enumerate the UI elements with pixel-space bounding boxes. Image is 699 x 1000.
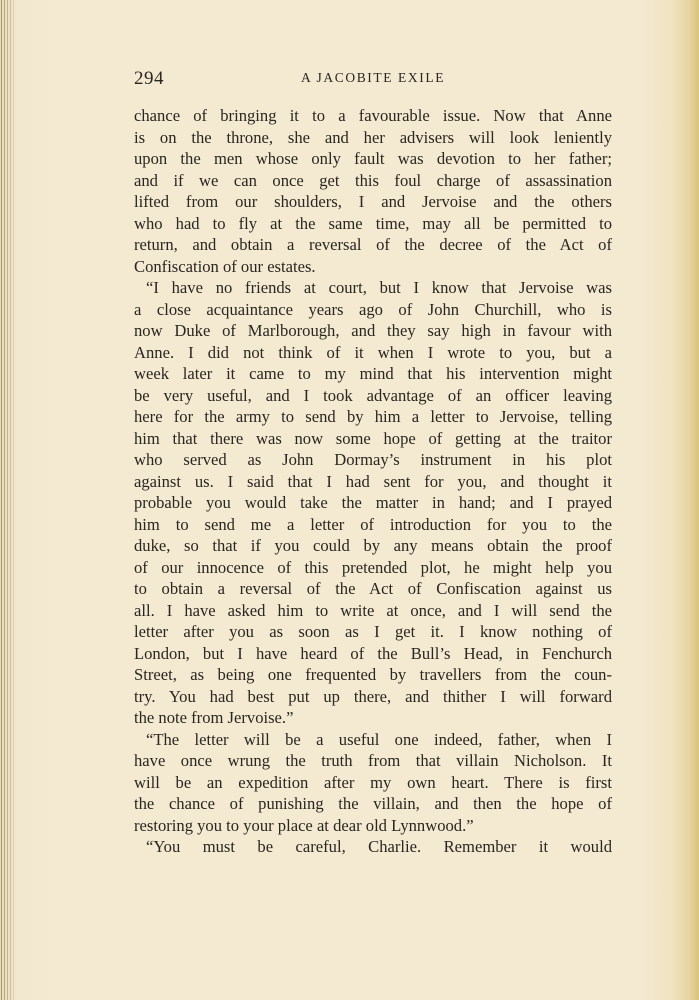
- text-line: here for the army to send by him a letter to Jervoise, telling: [134, 407, 612, 426]
- text-line: now Duke of Marlborough, and they say high in favour with: [134, 321, 612, 340]
- text-line: London, but I have heard of the Bull’s Head, in Fenchurch: [134, 643, 612, 663]
- page-header: [134, 68, 612, 92]
- text-line: against us. I said that I had sent for you, and thought it: [134, 471, 612, 491]
- text-line: chance of bringing it to a favourable issue. Now that Anne: [134, 106, 612, 125]
- text-line: who served as John Dormay’s instrument in his plot: [134, 450, 612, 469]
- text-line: letter after you as soon as I get it. I know nothing of: [134, 622, 612, 641]
- text-line: probable you would take the matter in hand; and I prayed: [134, 493, 612, 512]
- text-line: Anne. I did not think of it when I wrote to you, but a: [134, 342, 612, 362]
- running-title: A JACOBITE EXILE: [300, 70, 446, 85]
- text-line: Street, as being one frequented by travellers from the coun-: [134, 665, 612, 684]
- page-number: 294: [134, 68, 164, 89]
- text-line: to obtain a reversal of the Act of Confiscation against us: [134, 579, 612, 598]
- body-text: [134, 105, 612, 858]
- text-line: restoring you to your place at dear old Lynnwood.”: [134, 815, 474, 835]
- text-line: and if we can once get this foul charge of assassination: [134, 170, 612, 190]
- text-line: be very useful, and I took advantage of an officer leaving: [134, 385, 612, 405]
- text-line: the note from Jervoise.”: [134, 708, 294, 727]
- text-line: the chance of punishing the villain, and then the hope of: [134, 794, 612, 813]
- text-line: will be an expedition after my own heart. There is first: [134, 772, 612, 792]
- text-line: “I have no friends at court, but I know that Jervoise was: [146, 278, 612, 297]
- text-line: “You must be careful, Charlie. Remember it would: [146, 837, 612, 856]
- text-line: duke, so that if you could by any means obtain the proof: [134, 536, 612, 555]
- text-line: who had to fly at the same time, may all be permitted to: [134, 213, 612, 233]
- text-line: lifted from our shoulders, I and Jervoise and the others: [134, 192, 612, 211]
- text-line: all. I have asked him to write at once, and I will send the: [134, 600, 612, 620]
- text-line: him to send me a letter of introduction for you to the: [134, 514, 612, 534]
- text-line: try. You had best put up there, and thither I will forward: [134, 686, 612, 706]
- text-line: of our innocence of this pretended plot, he might help you: [134, 557, 612, 577]
- text-line: “The letter will be a useful one indeed, father, when I: [146, 729, 612, 749]
- text-line: Confiscation of our estates.: [134, 256, 316, 276]
- text-line: a close acquaintance years ago of John Churchill, who is: [134, 299, 612, 319]
- text-line: upon the men whose only fault was devotion to her father;: [134, 149, 612, 168]
- text-line: have once wrung the truth from that villain Nicholson. It: [134, 751, 612, 770]
- text-line: is on the throne, she and her advisers will look leniently: [134, 127, 612, 147]
- text-line: return, and obtain a reversal of the decree of the Act of: [134, 235, 612, 254]
- binding-edge: [0, 0, 16, 1000]
- text-line: week later it came to my mind that his intervention might: [134, 364, 612, 383]
- text-line: him that there was now some hope of getting at the traitor: [134, 428, 612, 448]
